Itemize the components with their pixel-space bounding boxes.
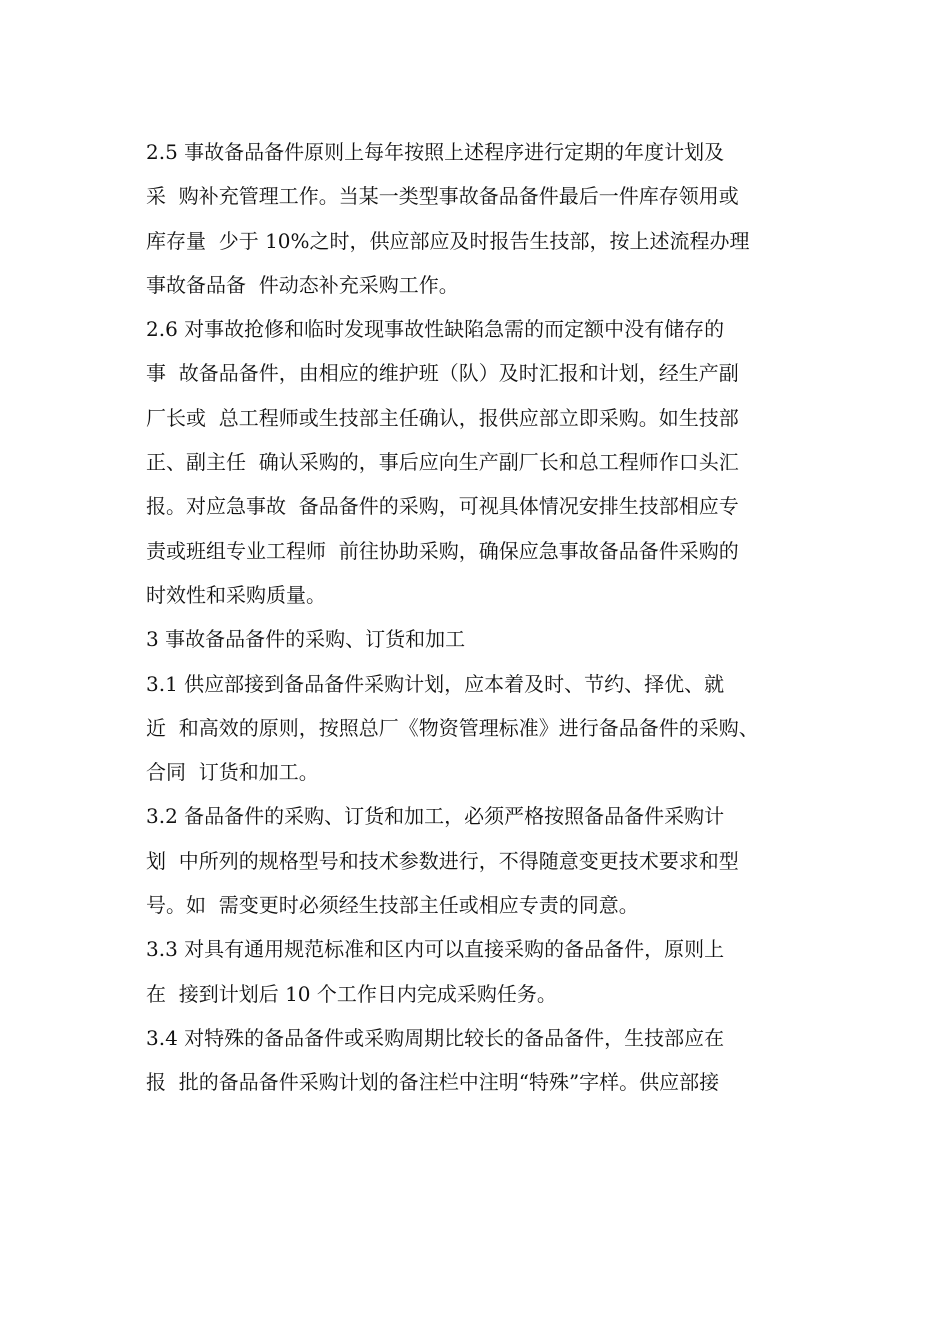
- text-line: 划 中所列的规格型号和技术参数进行，不得随意变更技术要求和型: [146, 848, 739, 873]
- text-line: 责或班组专业工程师 前往协助采购，确保应急事故备品备件采购的: [146, 538, 739, 563]
- text-line: 报。对应急事故 备品备件的采购，可视具体情况安排生技部相应专: [146, 494, 739, 519]
- text-line: 3.2 备品备件的采购、订货和加工，必须严格按照备品备件采购计: [146, 804, 725, 829]
- text-line: 3.3 对具有通用规范标准和区内可以直接采购的备品备件，原则上: [146, 937, 725, 962]
- text-line: 库存量 少于 10%之时，供应部应及时报告生技部，按上述流程办理: [146, 228, 750, 253]
- text-line: 在 接到计划后 10 个工作日内完成采购任务。: [146, 981, 557, 1006]
- text-line: 时效性和采购质量。: [146, 582, 326, 607]
- text-line: 正、副主任 确认采购的，事后应向生产副厂长和总工程师作口头汇: [146, 450, 739, 475]
- text-line: 事 故备品备件，由相应的维护班（队）及时汇报和计划，经生产副: [146, 361, 739, 386]
- text-line: 3.4 对特殊的备品备件或采购周期比较长的备品备件，生技部应在: [146, 1025, 725, 1050]
- text-line: 厂长或 总工程师或生技部主任确认，报供应部立即采购。如生技部: [146, 405, 739, 430]
- document-body: [146, 138, 826, 1113]
- text-line: 近 和高效的原则，按照总厂《物资管理标准》进行备品备件的采购、: [146, 715, 759, 740]
- text-line: 事故备品备 件动态补充采购工作。: [146, 272, 459, 297]
- text-line: 2.5 事故备品备件原则上每年按照上述程序进行定期的年度计划及: [146, 140, 725, 164]
- text-line: 采 购补充管理工作。当某一类型事故备品备件最后一件库存领用或: [146, 184, 739, 209]
- text-line: 号。如 需变更时必须经生技部主任或相应专责的同意。: [146, 893, 639, 918]
- text-line: 报 批的备品备件采购计划的备注栏中注明“特殊”字样。供应部接: [146, 1070, 720, 1095]
- text-line: 3.1 供应部接到备品备件采购计划，应本着及时、节约、择优、就: [146, 671, 725, 696]
- text-line: 2.6 对事故抢修和临时发现事故性缺陷急需的而定额中没有储存的: [146, 317, 725, 342]
- section-heading: 3 事故备品备件的采购、订货和加工: [146, 627, 466, 652]
- text-line: 合同 订货和加工。: [146, 760, 319, 785]
